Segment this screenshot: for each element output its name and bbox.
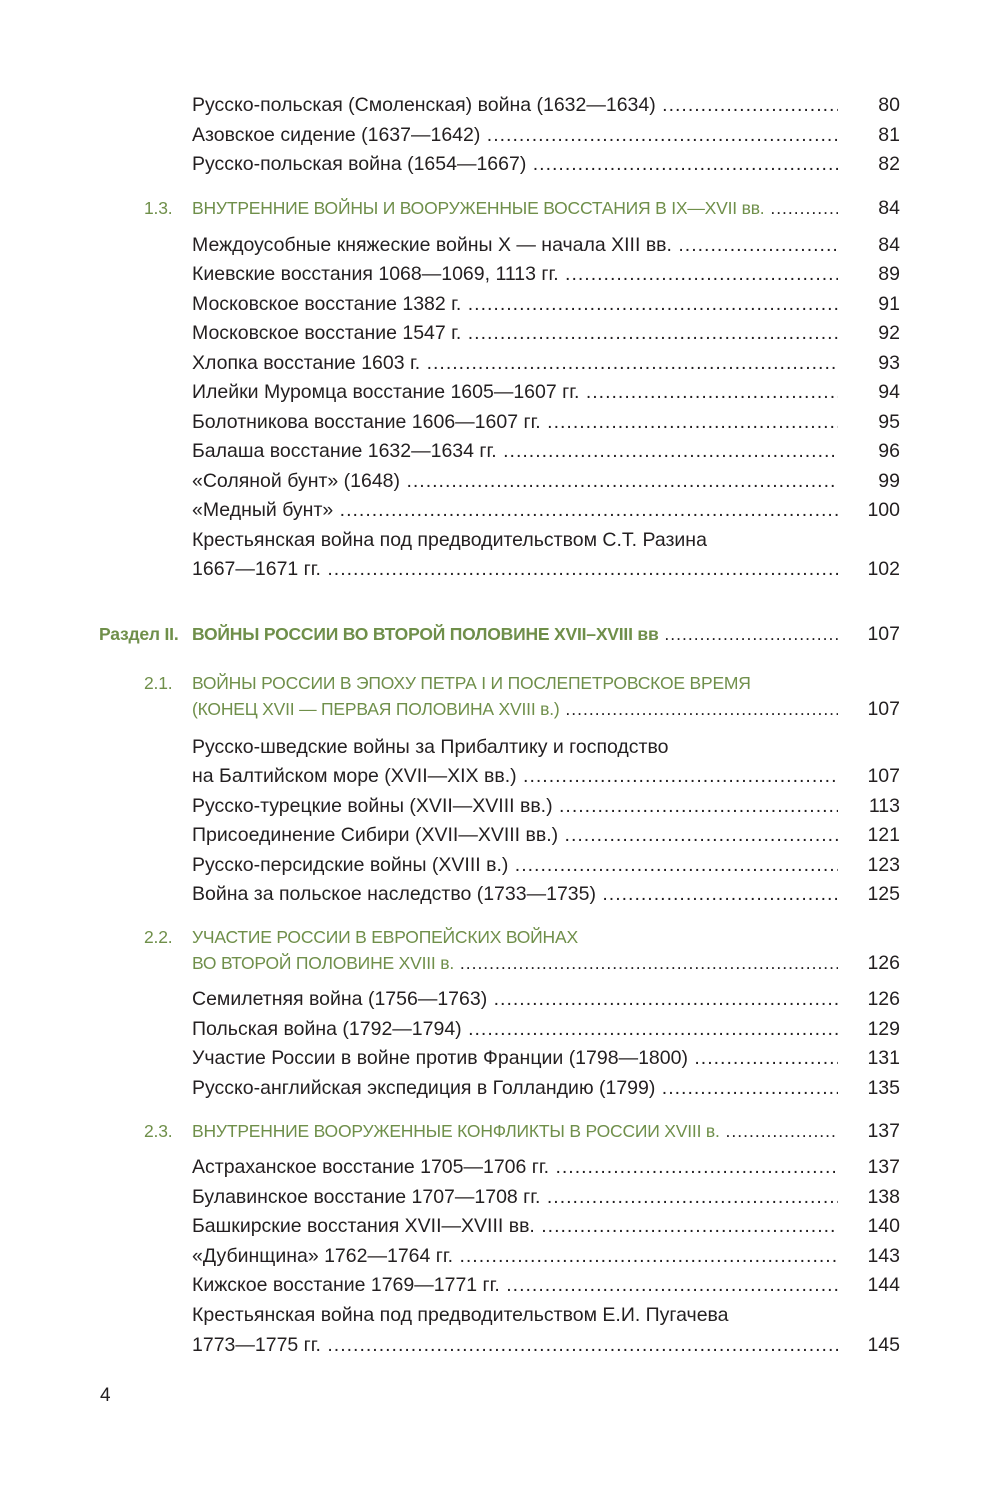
page-ref: 126 — [867, 952, 900, 974]
page-ref: 126 — [867, 988, 900, 1010]
page-ref: 140 — [867, 1215, 900, 1237]
toc-entry[interactable]: Крестьянская война под предводительством Е.И. Пугачева — [192, 1304, 729, 1326]
part-number: Раздел II. — [99, 624, 179, 644]
toc-entry[interactable]: Междоусобные княжеские войны X — начала XIII вв. ..... 84 — [192, 230, 900, 260]
page-ref: 80 — [878, 94, 900, 116]
toc-entry[interactable]: 1773—1775 гг. ..... 145 — [192, 1330, 900, 1360]
toc-entry[interactable]: Русско-польская (Смоленская) война (1632—1634) ..... 80 — [192, 90, 900, 120]
page-ref: 131 — [867, 1047, 900, 1069]
section-title: ВНУТРЕННИЕ ВООРУЖЕННЫЕ КОНФЛИКТЫ В РОССИИ XVIII в. ..... — [192, 1116, 838, 1146]
page-ref: 107 — [867, 698, 900, 720]
toc-entry[interactable]: на Балтийском море (XVII—XIX вв.) ..... 107 — [192, 761, 900, 791]
page-ref: 81 — [878, 124, 900, 146]
page-ref: 135 — [867, 1077, 900, 1099]
page-ref: 145 — [867, 1334, 900, 1356]
toc-section-2-1-cont[interactable] — [192, 694, 900, 724]
part-title: ВОЙНЫ РОССИИ ВО ВТОРОЙ ПОЛОВИНЕ XVII–XVIII вв ..... — [192, 619, 838, 649]
page-ref: 96 — [878, 440, 900, 462]
page-number: 4 — [100, 1385, 111, 1406]
page-ref: 137 — [867, 1120, 900, 1142]
section-title: ВО ВТОРОЙ ПОЛОВИНЕ XVIII в. ..... — [192, 948, 838, 978]
section-title: (КОНЕЦ XVII — ПЕРВАЯ ПОЛОВИНА XVIII в.) ..... — [192, 694, 838, 724]
toc-section-2-2-cont[interactable] — [192, 948, 900, 978]
page-ref: 121 — [867, 824, 900, 846]
page-ref: 123 — [867, 854, 900, 876]
toc-entry[interactable]: Крестьянская война под предводительством С.Т. Разина — [192, 529, 707, 551]
toc-entry[interactable]: «Соляной бунт» (1648) ..... 99 — [192, 466, 900, 496]
toc-section-2-3[interactable] — [144, 1116, 900, 1146]
page-ref: 82 — [878, 153, 900, 175]
toc-entry[interactable]: Семилетняя война (1756—1763) ..... 126 — [192, 984, 900, 1014]
page-ref: 89 — [878, 263, 900, 285]
toc-entry[interactable]: 1667—1671 гг. ..... 102 — [192, 554, 900, 584]
page-ref: 91 — [878, 293, 900, 315]
toc-entry[interactable]: «Медный бунт» ..... 100 — [192, 495, 900, 525]
section-number: 1.3. — [144, 198, 173, 218]
toc-entry[interactable]: «Дубинщина» 1762—1764 гг. ..... 143 — [192, 1241, 900, 1271]
toc-entry[interactable]: Кижское восстание 1769—1771 гг. ..... 144 — [192, 1270, 900, 1300]
section-number: 2.2. — [144, 927, 173, 947]
section-number: 2.3. — [144, 1121, 173, 1141]
toc-entry[interactable]: Русско-турецкие войны (XVII—XVIII вв.) ..... 113 — [192, 791, 900, 821]
toc-entry[interactable]: Хлопка восстание 1603 г. ..... 93 — [192, 348, 900, 378]
page-ref: 102 — [867, 558, 900, 580]
toc-section-1-3[interactable] — [144, 193, 900, 223]
toc-entry[interactable]: Русско-персидские войны (XVIII в.) ..... 123 — [192, 850, 900, 880]
page-ref: 107 — [867, 623, 900, 645]
toc-entry[interactable]: Московское восстание 1547 г. ..... 92 — [192, 318, 900, 348]
page-ref: 84 — [878, 234, 900, 256]
page-ref: 92 — [878, 322, 900, 344]
toc-entry[interactable]: Польская война (1792—1794) ..... 129 — [192, 1014, 900, 1044]
toc-entry[interactable]: Присоединение Сибири (XVII—XVIII вв.) ..... 121 — [192, 820, 900, 850]
toc-part-2[interactable] — [99, 619, 900, 649]
page-ref: 137 — [867, 1156, 900, 1178]
page-ref: 99 — [878, 470, 900, 492]
page-ref: 95 — [878, 411, 900, 433]
toc-entry[interactable]: Башкирские восстания XVII—XVIII вв. ..... 140 — [192, 1211, 900, 1241]
page-ref: 107 — [867, 765, 900, 787]
section-title: ВОЙНЫ РОССИИ В ЭПОХУ ПЕТРА I И ПОСЛЕПЕТРОВСКОЕ ВРЕМЯ — [192, 673, 751, 693]
page-ref: 93 — [878, 352, 900, 374]
section-title: УЧАСТИЕ РОССИИ В ЕВРОПЕЙСКИХ ВОЙНАХ — [192, 927, 578, 947]
toc-entry[interactable]: Илейки Муромца восстание 1605—1607 гг. ..... 94 — [192, 377, 900, 407]
toc-entry[interactable]: Киевские восстания 1068—1069, 1113 гг. ..... 89 — [192, 259, 900, 289]
toc-entry[interactable]: Русско-английская экспедиция в Голландию (1799) ..... 135 — [192, 1073, 900, 1103]
toc-entry[interactable]: Московское восстание 1382 г. ..... 91 — [192, 289, 900, 319]
toc-entry[interactable]: Астраханское восстание 1705—1706 гг. ..... 137 — [192, 1152, 900, 1182]
toc-entry[interactable]: Война за польское наследство (1733—1735) ..... 125 — [192, 879, 900, 909]
toc-entry[interactable]: Болотникова восстание 1606—1607 гг. ..... 95 — [192, 407, 900, 437]
toc-entry[interactable]: Участие России в войне против Франции (1798—1800) ..... 131 — [192, 1043, 900, 1073]
section-number: 2.1. — [144, 673, 173, 693]
toc-entry[interactable]: Азовское сидение (1637—1642) ..... 81 — [192, 120, 900, 150]
page-ref: 125 — [867, 883, 900, 905]
page-ref: 100 — [867, 499, 900, 521]
toc-entry[interactable]: Булавинское восстание 1707—1708 гг. ..... 138 — [192, 1182, 900, 1212]
section-title: ВНУТРЕННИЕ ВОЙНЫ И ВООРУЖЕННЫЕ ВОССТАНИЯ В IX—XVII вв. ..... — [192, 193, 838, 223]
page-ref: 143 — [867, 1245, 900, 1267]
page-ref: 84 — [878, 197, 900, 219]
page-ref: 129 — [867, 1018, 900, 1040]
toc-entry[interactable]: Русско-польская война (1654—1667) ..... 82 — [192, 149, 900, 179]
toc-entry[interactable]: Русско-шведские войны за Прибалтику и господство — [192, 736, 669, 758]
toc-entry[interactable]: Балаша восстание 1632—1634 гг. ..... 96 — [192, 436, 900, 466]
page-ref: 144 — [867, 1274, 900, 1296]
page-ref: 138 — [867, 1186, 900, 1208]
page-ref: 94 — [878, 381, 900, 403]
page-ref: 113 — [868, 795, 900, 817]
